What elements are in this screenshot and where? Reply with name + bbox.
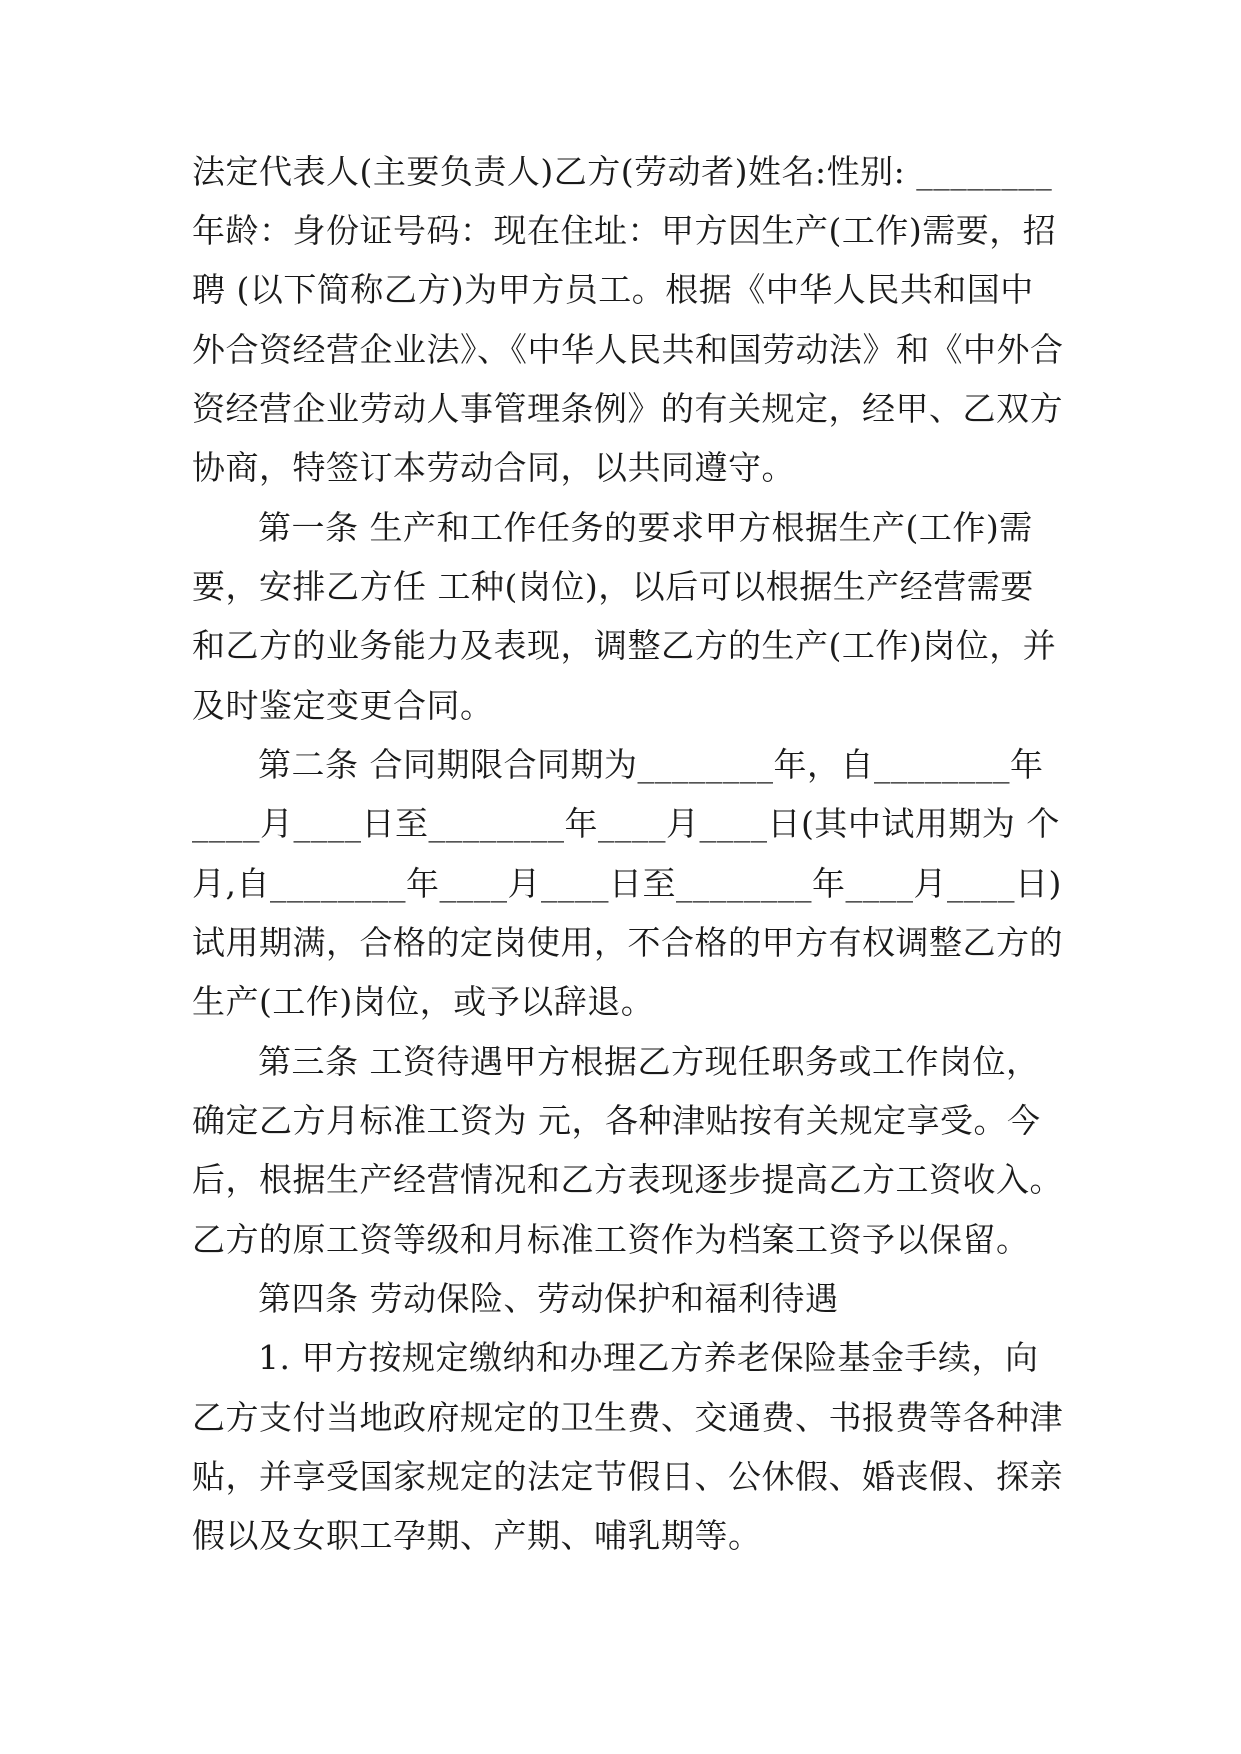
text-line: 协商，特签订本劳动合同，以共同遵守。	[192, 448, 795, 487]
article-2-heading-line: 第二条 合同期限合同期为________年，自________年	[258, 745, 1044, 784]
text-line: 乙方的原工资等级和月标准工资作为档案工资予以保留。	[192, 1220, 1030, 1259]
article-4-heading-line: 第四条 劳动保险、劳动保护和福利待遇	[258, 1279, 839, 1318]
text-line: 法定代表人(主要负责人)乙方(劳动者)姓名:性别: ________	[192, 152, 1053, 191]
text-line: 贴，并享受国家规定的法定节假日、公休假、婚丧假、探亲	[192, 1457, 1063, 1496]
text-line: 资经营企业劳动人事管理条例》的有关规定，经甲、乙双方	[192, 389, 1063, 428]
text-line: 确定乙方月标准工资为 元，各种津贴按有关规定享受。今	[192, 1101, 1041, 1140]
text-line: 月,自________年____月____日至________年____月____日)	[192, 864, 1062, 903]
text-line: 后，根据生产经营情况和乙方表现逐步提高乙方工资收入。	[192, 1160, 1063, 1199]
text-line: ____月____日至________年____月____日(其中试用期为 个	[192, 804, 1060, 843]
article-1-heading-line: 第一条 生产和工作任务的要求甲方根据生产(工作)需	[258, 508, 1033, 547]
text-line: 试用期满，合格的定岗使用，不合格的甲方有权调整乙方的	[192, 923, 1063, 962]
text-line: 乙方支付当地政府规定的卫生费、交通费、书报费等各种津	[192, 1398, 1063, 1437]
text-line: 要，安排乙方任 工种(岗位)，以后可以根据生产经营需要	[192, 567, 1034, 606]
clause-1-line: 1. 甲方按规定缴纳和办理乙方养老保险基金手续，向	[258, 1338, 1039, 1377]
text-line: 生产(工作)岗位，或予以辞退。	[192, 982, 655, 1021]
text-line: 外合资经营企业法》、《中华人民共和国劳动法》和《中外合	[192, 330, 1064, 369]
text-line: 年龄：身份证号码：现在住址：甲方因生产(工作)需要，招	[192, 211, 1057, 250]
text-line: 和乙方的业务能力及表现，调整乙方的生产(工作)岗位，并	[192, 626, 1057, 665]
text-line: 及时鉴定变更合同。	[192, 686, 494, 725]
article-3-heading-line: 第三条 工资待遇甲方根据乙方现任职务或工作岗位，	[258, 1042, 1040, 1081]
text-line: 聘 (以下简称乙方)为甲方员工。根据《中华人民共和国中	[192, 270, 1034, 309]
text-line: 假以及女职工孕期、产期、哺乳期等。	[192, 1516, 762, 1555]
